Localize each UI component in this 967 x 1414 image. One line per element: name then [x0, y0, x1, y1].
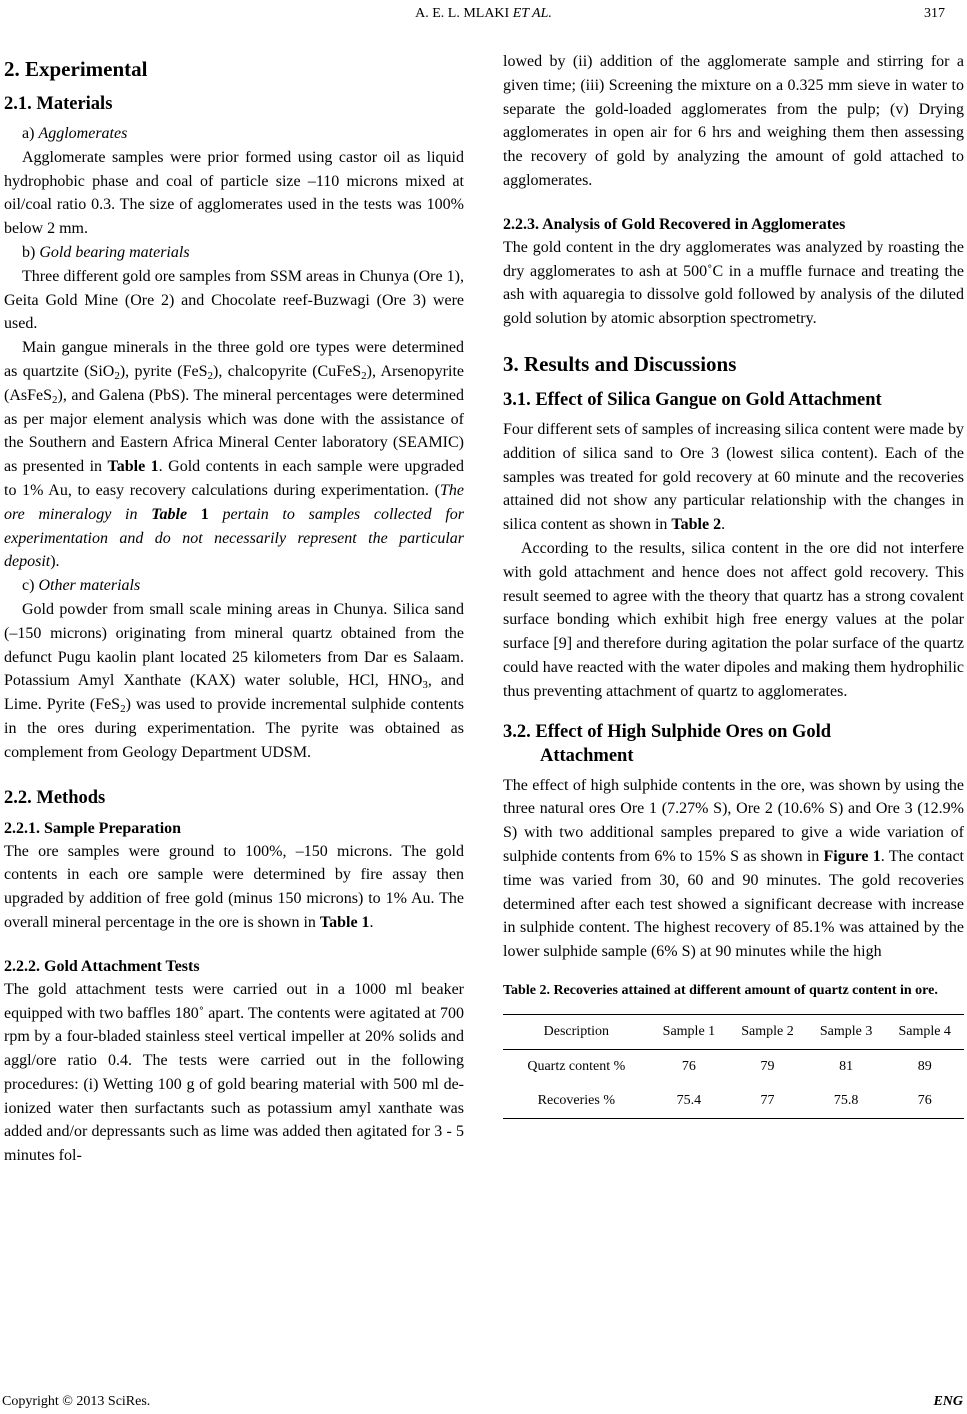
- table-header-cell: Description: [543, 1024, 609, 1039]
- table-header-cell: Sample 4: [898, 1024, 951, 1039]
- journal-name: ENG: [933, 1394, 963, 1409]
- paragraph: The gold attachment tests were carried out in a 1000 ml beaker equipped with two baffles 180˚ apart. The contents were agitated at 700 rpm by a four-bladed stainless steel vertical impeller at 20% solids and aggl/ore ratio 0.4. The tests were carried out in the following procedures: (i) Wetting 100 g of gold bearing material with 500 ml de-ionized water then surfactants such as potassium amyl xanthate was added and/or depressants such as lime was added then agitated for 3 - 5 minutes fol-: [4, 980, 464, 1165]
- table-reference: Table 2: [671, 516, 722, 534]
- section-heading: 2. Experimental: [4, 57, 148, 81]
- paragraph: Four different sets of samples of increasing silica content were made by addition of silica sand to Ore 3 (lowest silica content). Each of the samples was treated for gold recovery at 60 minute and the recoveries attained did not show any particular relationship with the changes in silica content as shown in Table 2.: [503, 420, 964, 534]
- table-cell: 81: [839, 1059, 854, 1074]
- page-number: 317: [924, 6, 945, 21]
- figure-reference: Figure 1: [823, 847, 881, 865]
- paragraph: lowed by (ii) addition of the agglomerate sample and stirring for a given time; (iii) Screening the mixture on a 0.325 mm sieve in water to separate the gold-loaded agglomerates from the pulp; (v) Drying agglomerates in open air for 6 hrs and weighing them then assessing the recovery of gold by analyzing the amount of gold attached to agglomerates.: [503, 53, 964, 189]
- subsection-heading: 3.2. Effect of High Sulphide Ores on Gold Attachment: [503, 721, 832, 766]
- results-table: [503, 1014, 964, 1119]
- right-column: [503, 50, 964, 1119]
- table-cell: 75.4: [676, 1093, 702, 1108]
- paragraph: Gold powder from small scale mining areas in Chunya. Silica sand (–150 microns) originating from mineral quartz obtained from the defunct Pugu kaolin plant located 25 kilometers from Dar es Salaam. Potassium Amyl Xanthate (KAX) water soluble, HCl, $HNO_3$, and Lime. Pyrite (FeS$_2$) was used to provide incremental sulphide contents in the ores during experimentation. The pyrite was obtained as complement from Geology Department UDSM.: [4, 600, 464, 761]
- table-cell: 89: [917, 1059, 932, 1074]
- table-cell: 79: [760, 1059, 775, 1074]
- subsection-heading: 2.2. Methods: [4, 787, 106, 808]
- table-cell: 76: [681, 1059, 696, 1074]
- running-authors: A. E. L. MLAKI ET AL.: [415, 6, 552, 21]
- table-reference: Table 1: [319, 913, 370, 931]
- paragraph: According to the results, silica content in the ore did not interfere with gold attachment and hence does not affect gold recovery. This result seemed to agree with the theory that quartz has a strong covalent surface bonding which exhibit high free energy values at the polar surface [9] and therefore during agitation the polar surface of the quartz could have reacted with the water dipoles and making them hydrophilic thus preventing attachment of quartz to agglomerates.: [503, 539, 964, 700]
- subsection-heading: 2.1. Materials: [4, 94, 113, 114]
- table-header-cell: Sample 3: [819, 1024, 873, 1039]
- subsubsection-heading: 2.2.3. Analysis of Gold Recovered in Agglomerates: [503, 215, 846, 233]
- table-cell: 77: [760, 1093, 775, 1108]
- paragraph: The ore samples were ground to 100%, –150 microns. The gold contents in each ore sample were determined by fire assay then upgraded by addition of free gold (minus 150 microns) to 1% Au. The overall mineral percentage in the ore is shown in Table 1.: [4, 842, 464, 931]
- subsubsection-heading: 2.2.1. Sample Preparation: [4, 819, 182, 837]
- subsubsection-heading: 2.2.2. Gold Attachment Tests: [4, 957, 200, 975]
- table-cell: Quartz content %: [527, 1059, 626, 1074]
- table-row: [503, 1084, 964, 1119]
- paragraph: Main gangue minerals in the three gold ore types were determined as quartzite (SiO$_2$), pyrite (FeS$_2$), chalcopyrite (CuFeS$_2$), Arsenopyrite (AsFeS$_2$), and Galena (PbS). The mineral percentages were determined as per major element analysis which was done with the assistance of the Southern and Eastern Africa Mineral Center laboratory (SEAMIC) as presented in Table 1. Gold contents in each sample were upgraded to 1% Au, to easy recovery calculations during experimentation. (The ore mineralogy in Table 1 pertain to samples collected for experimentation and do not necessarily represent the particular deposit).: [4, 339, 465, 571]
- table-cell: 75.8: [833, 1093, 859, 1108]
- table-cell: Recoveries %: [537, 1093, 615, 1108]
- subsection-heading: 3.1. Effect of Silica Gangue on Gold Attachment: [503, 389, 882, 410]
- material-label: a) Agglomerates: [22, 125, 128, 142]
- material-label: b) Gold bearing materials: [22, 243, 190, 261]
- left-column: [4, 50, 464, 1168]
- table-reference: Table 1: [107, 458, 159, 476]
- table-caption: Table 2. Recoveries attained at different amount of quartz content in ore.: [503, 982, 938, 998]
- table-header-cell: Sample 1: [662, 1024, 716, 1039]
- table-header-row: [503, 1014, 964, 1049]
- table-cell: 76: [917, 1093, 932, 1108]
- material-label: c) Other materials: [22, 577, 141, 595]
- table-row: [503, 1049, 964, 1084]
- page-header: [0, 4, 967, 26]
- paragraph: The gold content in the dry agglomerates was analyzed by roasting the dry agglomerates to ash at 500˚C in a muffle furnace and treating the ash with aquaregia to dissolve gold followed by analysis of the diluted gold solution by atomic absorption spectrometry.: [503, 238, 964, 328]
- paragraph: Three different gold ore samples from SSM areas in Chunya (Ore 1), Geita Gold Mine (Ore 2) and Chocolate reef-Buzwagi (Ore 3) were used.: [4, 267, 464, 333]
- section-heading: 3. Results and Discussions: [503, 351, 737, 376]
- paragraph: The effect of high sulphide contents in the ore, was shown by using the three natural ores Ore 1 (7.27% S), Ore 2 (10.6% S) and Ore 3 (12.9% S) with two additional samples prepared to give a wide variation of sulphide contents from 6% to 15% S as shown in Figure 1. The contact time was varied from 30, 60 and 90 minutes. The gold recoveries determined after each test showed a significant decrease with increase in sulphide content. The highest recovery of 85.1% was attained by the lower sulphide sample (6% S) at 90 minutes while the high: [503, 776, 965, 961]
- table-header-cell: Sample 2: [741, 1024, 794, 1039]
- paragraph: Agglomerate samples were prior formed using castor oil as liquid hydrophobic phase and coal of particle size –110 microns mixed at oil/coal ratio 0.3. The size of agglomerates used in the tests was 100% below 2 mm.: [4, 148, 464, 238]
- copyright-notice: Copyright © 2013 SciRes.: [2, 1394, 151, 1409]
